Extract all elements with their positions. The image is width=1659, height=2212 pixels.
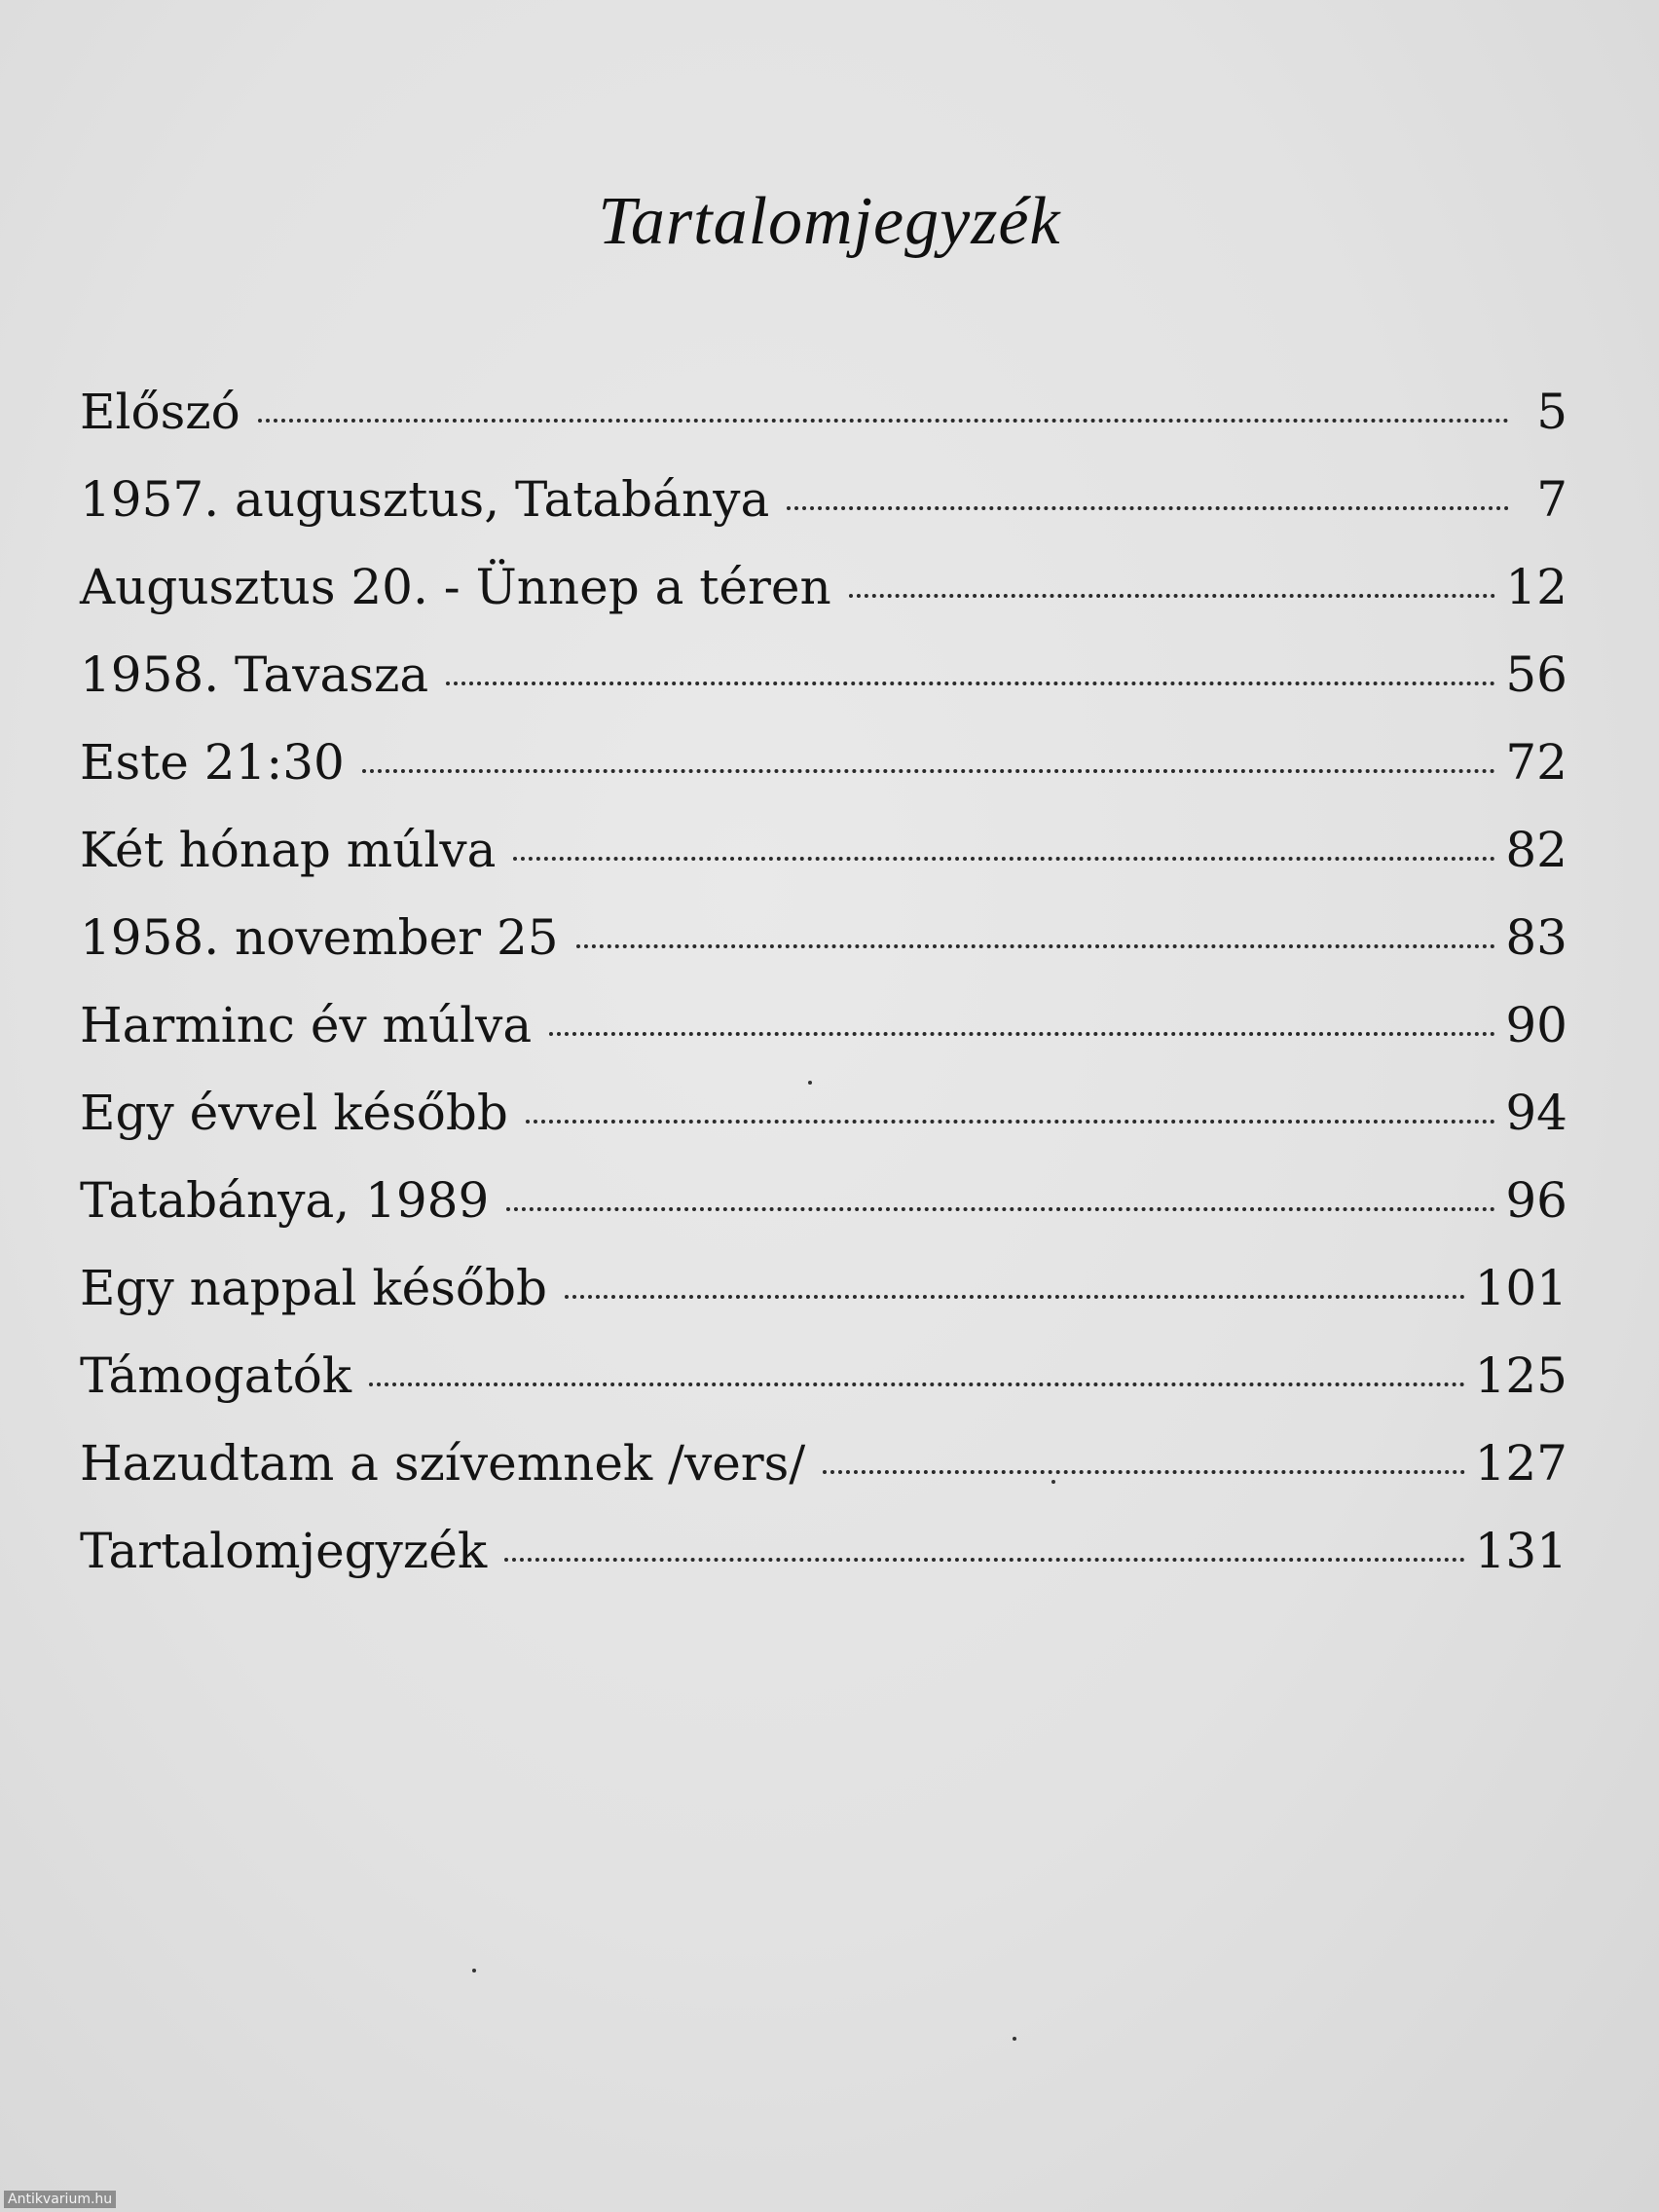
toc-entry-page: 82 — [1505, 822, 1567, 878]
watermark: Antikvarium.hu — [4, 2191, 116, 2208]
dust-speck — [472, 1969, 476, 1972]
toc-entry-page: 94 — [1505, 1085, 1567, 1141]
dot-leader — [526, 1120, 1496, 1124]
toc-entry-title: Előszó — [80, 384, 240, 440]
toc-entry-page: 101 — [1474, 1260, 1567, 1316]
dot-leader — [506, 1207, 1495, 1211]
toc-entry-page: 56 — [1505, 646, 1567, 703]
dot-leader — [446, 682, 1495, 685]
dot-leader — [362, 769, 1496, 773]
table-of-contents — [80, 368, 1567, 1595]
toc-entry — [80, 1419, 1567, 1507]
page-title: Tartalomjegyzék — [598, 184, 1061, 259]
toc-entry-title: Tartalomjegyzék — [80, 1523, 488, 1579]
toc-entry-title: Két hónap múlva — [80, 822, 497, 878]
toc-entry-title: Hazudtam a szívemnek /vers/ — [80, 1435, 806, 1492]
toc-entry-title: 1958. november 25 — [80, 909, 559, 966]
toc-entry-page: 12 — [1505, 559, 1567, 615]
toc-entry — [80, 719, 1567, 806]
toc-entry-page: 90 — [1505, 997, 1567, 1053]
toc-entry — [80, 1244, 1567, 1332]
dot-leader — [565, 1295, 1465, 1299]
toc-entry-title: Támogatók — [80, 1347, 352, 1404]
dot-leader — [258, 419, 1509, 423]
toc-entry — [80, 631, 1567, 719]
dot-leader — [369, 1382, 1464, 1386]
toc-entry-page: 72 — [1505, 734, 1567, 791]
toc-entry-page: 127 — [1474, 1435, 1567, 1492]
toc-entry — [80, 543, 1567, 631]
toc-entry-title: Egy évvel később — [80, 1085, 508, 1141]
toc-entry — [80, 1069, 1567, 1157]
toc-entry-page: 125 — [1474, 1347, 1567, 1404]
toc-entry-title: Harminc év múlva — [80, 997, 533, 1053]
toc-entry-title: Tatabánya, 1989 — [80, 1172, 490, 1229]
dust-speck — [1013, 2037, 1016, 2041]
toc-entry — [80, 1157, 1567, 1244]
dot-leader — [823, 1470, 1464, 1474]
toc-entry — [80, 981, 1567, 1069]
toc-entry-page: 96 — [1505, 1172, 1567, 1229]
toc-entry-title: Este 21:30 — [80, 734, 345, 791]
toc-entry-title: Egy nappal később — [80, 1260, 548, 1316]
toc-entry-page: 83 — [1505, 909, 1567, 966]
toc-entry-title: 1958. Tavasza — [80, 646, 429, 703]
toc-entry — [80, 806, 1567, 894]
dot-leader — [549, 1032, 1495, 1036]
dot-leader — [513, 857, 1495, 861]
toc-entry-page: 5 — [1536, 384, 1567, 440]
toc-entry-title: Augusztus 20. - Ünnep a téren — [80, 559, 831, 615]
dot-leader — [576, 944, 1496, 948]
dot-leader — [504, 1558, 1464, 1562]
toc-entry — [80, 456, 1567, 543]
dust-speck — [808, 1081, 812, 1085]
toc-entry — [80, 368, 1567, 456]
toc-entry-title: 1957. augusztus, Tatabánya — [80, 471, 770, 528]
toc-entry-page: 7 — [1536, 471, 1567, 528]
toc-entry — [80, 1507, 1567, 1595]
toc-entry — [80, 1332, 1567, 1419]
dot-leader — [849, 594, 1496, 598]
dot-leader — [787, 506, 1509, 510]
dust-speck — [1051, 1480, 1055, 1484]
toc-entry-page: 131 — [1474, 1523, 1567, 1579]
toc-entry — [80, 894, 1567, 981]
